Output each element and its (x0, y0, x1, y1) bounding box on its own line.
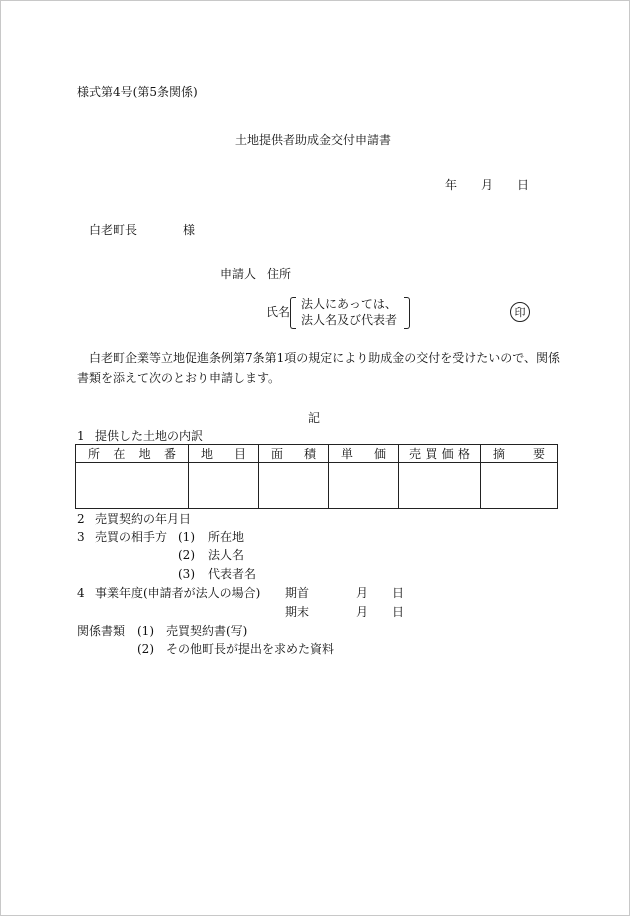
header-char: 価 (373, 447, 386, 461)
header-char: 所 (88, 447, 101, 461)
related-doc-label: その他町長が提出を求めた資料 (166, 642, 335, 656)
header-location-number (76, 445, 189, 463)
header-area (259, 445, 329, 463)
header-sale-price (399, 445, 481, 463)
section3-title: 売買の相手方 (95, 530, 168, 544)
cell-remarks[interactable] (481, 463, 558, 509)
applicant-name-label: 氏名 (266, 305, 291, 319)
table-row (76, 463, 558, 509)
header-char: 目 (233, 447, 246, 461)
applicant-label: 申請人 (220, 267, 257, 281)
header-char: 要 (532, 447, 545, 461)
addressee-name: 白老町長 (89, 223, 138, 237)
fiscal-start-month: 月 (356, 586, 369, 600)
body-text-line1: 白老町企業等立地促進条例第7条第1項の規定により助成金の交付を受けたいので、関係 (89, 351, 561, 365)
header-char: 積 (303, 447, 316, 461)
related-doc-number: (2) (137, 642, 154, 656)
section3-item-number: (1) (178, 530, 195, 544)
section3-item-label: 所在地 (208, 530, 245, 544)
section2-title: 売買契約の年月日 (95, 512, 192, 526)
header-char: 買 (425, 447, 438, 461)
land-table-header-row (76, 445, 558, 463)
header-remarks (481, 445, 558, 463)
applicant-address-label: 住所 (267, 267, 292, 281)
related-doc-label: 売買契約書(写) (166, 624, 248, 638)
section3-item-number: (2) (178, 548, 195, 562)
section3-number: 3 (77, 530, 85, 544)
header-char: 地 (201, 447, 214, 461)
addressee-honorific: 様 (183, 223, 196, 237)
section3-item-label: 代表者名 (208, 567, 257, 581)
fiscal-start-label: 期首 (285, 586, 310, 600)
header-unit-price (329, 445, 399, 463)
body-text-line2: 書類を添えて次のとおり申請します。 (77, 371, 281, 385)
header-char: 面 (271, 447, 284, 461)
header-char: 格 (457, 447, 470, 461)
cell-area[interactable] (259, 463, 329, 509)
cell-unit-price[interactable] (329, 463, 399, 509)
section3-item-number: (3) (178, 567, 195, 581)
related-docs-title: 関係書類 (77, 624, 126, 638)
cell-location-number[interactable] (76, 463, 189, 509)
section4-number: 4 (77, 586, 85, 600)
header-char: 地 (138, 447, 151, 461)
name-note-bracket-left (290, 297, 296, 329)
header-char: 売 (409, 447, 422, 461)
form-number: 様式第4号(第5条関係) (77, 85, 198, 99)
seal-mark: 印 (510, 302, 530, 322)
date-day-label: 日 (517, 178, 530, 192)
header-char: 単 (341, 447, 354, 461)
date-year-label: 年 (445, 178, 458, 192)
date-month-label: 月 (481, 178, 494, 192)
name-note-bracket-right (404, 297, 410, 329)
section1-number: 1 (77, 429, 85, 443)
related-doc-number: (1) (137, 624, 154, 638)
section1-title: 提供した土地の内訳 (95, 429, 204, 443)
cell-land-category[interactable] (189, 463, 259, 509)
header-char: 在 (113, 447, 126, 461)
header-land-category (189, 445, 259, 463)
page-title: 土地提供者助成金交付申請書 (235, 133, 392, 147)
header-char: 番 (163, 447, 176, 461)
header-char: 価 (441, 447, 454, 461)
fiscal-end-label: 期末 (285, 605, 310, 619)
fiscal-start-day: 日 (392, 586, 405, 600)
section3-item-label: 法人名 (208, 548, 245, 562)
ki-heading: 記 (308, 411, 321, 425)
section2-number: 2 (77, 512, 85, 526)
fiscal-end-day: 日 (392, 605, 405, 619)
section4-title: 事業年度(申請者が法人の場合) (95, 586, 261, 600)
name-note-line2: 法人名及び代表者 (301, 313, 398, 327)
name-note-line1: 法人にあっては、 (301, 297, 397, 311)
fiscal-end-month: 月 (356, 605, 369, 619)
land-table (75, 444, 558, 509)
cell-sale-price[interactable] (399, 463, 481, 509)
header-char: 摘 (493, 447, 506, 461)
